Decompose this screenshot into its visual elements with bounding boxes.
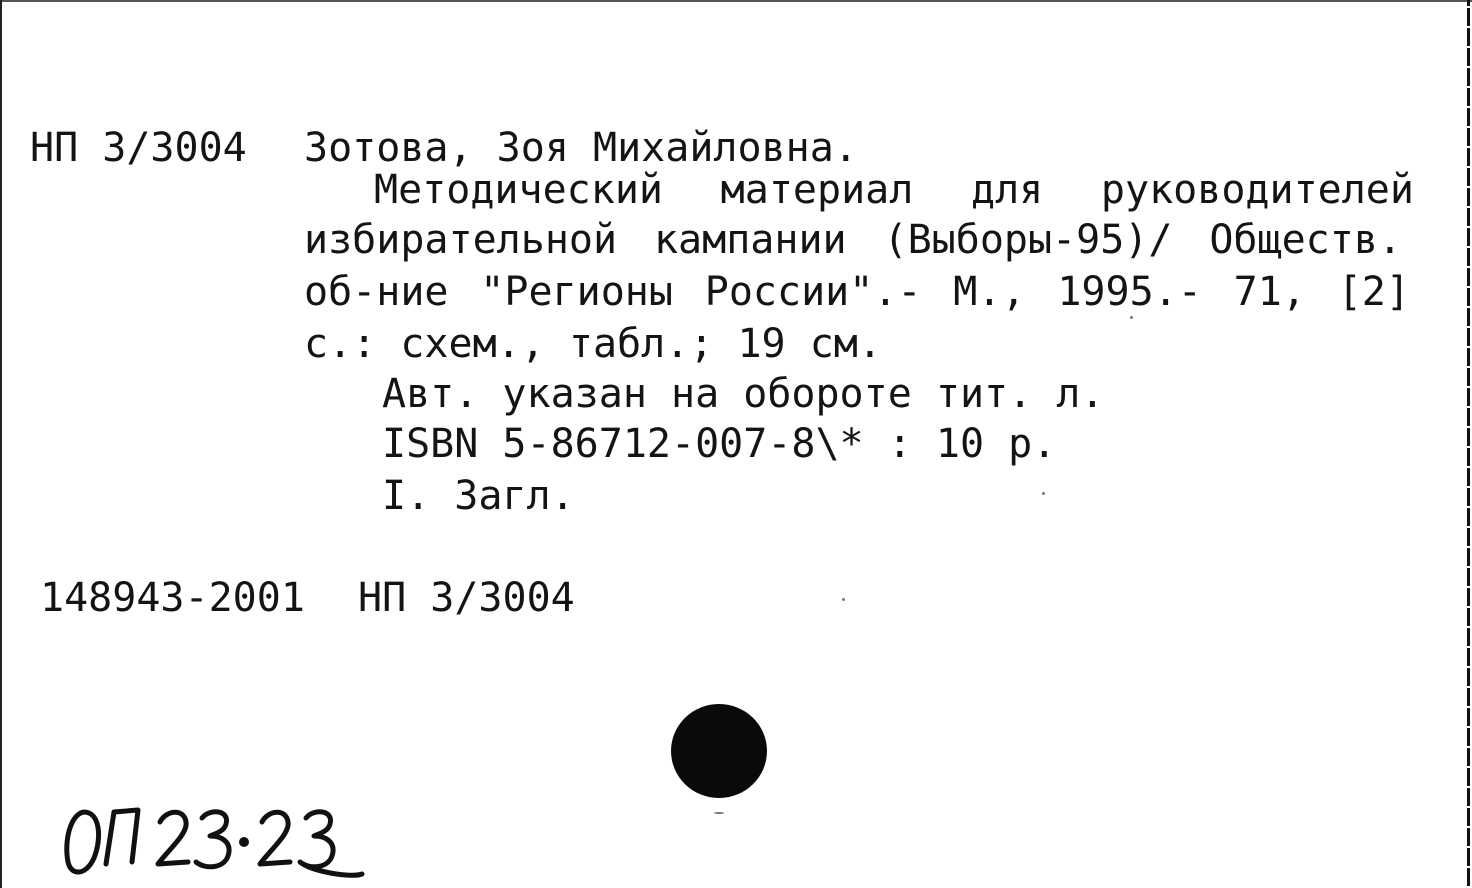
author-heading: Зотова, Зоя Михайловна. — [304, 125, 858, 171]
title-line-2 — [304, 217, 1402, 263]
title-word: материал — [720, 167, 914, 213]
punch-hole — [671, 704, 767, 798]
paper-speck — [714, 812, 724, 814]
inventory-number: 148943-2001 — [40, 575, 305, 621]
title-word: "Регионы — [480, 269, 673, 315]
paper-speck — [1130, 316, 1133, 319]
title-word: об-ние — [304, 269, 449, 315]
title-word: кампании — [653, 217, 847, 263]
title-word: Методический — [374, 167, 663, 213]
title-word: для — [970, 167, 1044, 213]
isbn-line: ISBN 5-86712-007-8\* : 10 р. — [382, 421, 1057, 467]
title-word: руководителей — [1100, 167, 1414, 213]
title-word: 1995.- — [1057, 269, 1202, 315]
handwritten-code — [62, 792, 382, 882]
call-number: НП 3/3004 — [30, 125, 247, 171]
title-line-3 — [304, 269, 1410, 315]
author-note: Авт. указан на обороте тит. л. — [382, 371, 1105, 417]
title-word: (Выборы-95)/ — [883, 217, 1173, 263]
card-right-edge — [1467, 0, 1470, 888]
title-word: М., — [953, 269, 1026, 315]
title-word: избирательной — [304, 217, 618, 263]
physical-description: с.: схем., табл.; 19 см. — [304, 321, 882, 367]
title-word: [2] — [1337, 269, 1410, 315]
card-top-edge — [2, 0, 1472, 2]
paper-speck — [842, 598, 845, 601]
title-word: 71, — [1233, 269, 1306, 315]
title-word: России".- — [704, 269, 922, 315]
paper-speck — [1042, 492, 1045, 495]
call-number-repeat: НП 3/3004 — [358, 575, 575, 621]
title-line-1 — [374, 167, 1414, 213]
title-word: Обществ. — [1209, 217, 1402, 263]
title-tracing: I. Загл. — [382, 473, 575, 519]
